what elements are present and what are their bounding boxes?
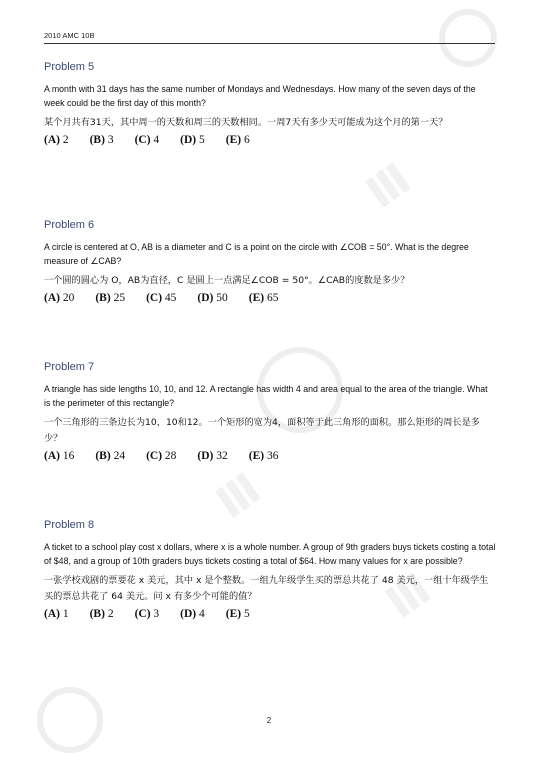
choice-e: (E) 36 — [248, 450, 279, 462]
answer-choices — [44, 292, 496, 304]
problem-text-en: A circle is centered at O, AB is a diameter and C is a point on the circle with ∠COB = 50°. What is the degree measure of ∠CAB? — [44, 242, 469, 266]
choice-b: (B) 25 — [95, 292, 126, 304]
choice-e: (E) 5 — [225, 608, 250, 620]
choice-d: (D) 32 — [197, 450, 228, 462]
choice-a: (A) 1 — [44, 608, 69, 620]
header-divider — [44, 43, 495, 44]
choice-d: (D) 4 — [180, 608, 205, 620]
problem-title: Problem 8 — [44, 519, 95, 531]
problem-6 — [44, 219, 496, 304]
choice-d: (D) 5 — [180, 134, 205, 146]
problem-5 — [44, 61, 496, 146]
problem-text-zh: 一个圆的圆心为 O，AB为直径，C 是圆上一点满足∠COB = 50°。∠CAB的度数是多少？ — [44, 275, 410, 286]
svg-text:Ⅲ: Ⅲ — [207, 463, 271, 530]
problem-text-zh: 一个三角形的三条边长为10，10和12。一个矩形的宽为4，面积等于此三角形的面积。那么矩形的周长是多少？ — [44, 417, 480, 444]
problem-text-zh: 一张学校戏剧的票要花 x 美元，其中 x 是个整数。一组九年级学生买的票总共花了 48 美元，一组十年级学生买的票总共花了 64 美元。问 x 有多少个可能的值？ — [44, 575, 489, 602]
choice-c: (C) 45 — [146, 292, 177, 304]
choice-a: (A) 16 — [44, 450, 75, 462]
svg-text:Ⅲ: Ⅲ — [357, 153, 421, 220]
choice-d: (D) 50 — [197, 292, 228, 304]
problem-text-en: A month with 31 days has the same number of Mondays and Wednesdays. How many of the seven days of the week could be the first day of this month? — [44, 84, 476, 108]
answer-choices — [44, 134, 496, 146]
problem-title: Problem 5 — [44, 61, 95, 73]
choice-b: (B) 24 — [95, 450, 126, 462]
problem-text-zh: 某个月共有31天，其中周一的天数和周三的天数相同。一周7天有多少天可能成为这个月的第一天？ — [44, 117, 448, 128]
problem-text-en: A triangle has side lengths 10, 10, and 12. A rectangle has width 4 and area equal to the area of the triangle. What is the perimeter of this rectangle? — [44, 384, 488, 408]
answer-choices — [44, 450, 496, 462]
choice-c: (C) 3 — [134, 608, 160, 620]
choice-e: (E) 6 — [225, 134, 250, 146]
answer-choices — [44, 608, 496, 620]
header-title: 2010 AMC 10B — [44, 31, 95, 40]
page-number: 2 — [266, 716, 272, 725]
choice-e: (E) 65 — [248, 292, 279, 304]
problem-title: Problem 7 — [44, 361, 95, 373]
svg-text:Ⅲ: Ⅲ — [377, 563, 441, 630]
choice-a: (A) 2 — [44, 134, 69, 146]
problem-text-en: A ticket to a school play cost x dollars, where x is a whole number. A group of 9th graders buys tickets costing a total of $48, and a group of 10th graders buys tickets costing a total of $64. How many values for x are possible? — [44, 542, 496, 566]
choice-c: (C) 4 — [134, 134, 160, 146]
choice-b: (B) 3 — [89, 134, 114, 146]
choice-c: (C) 28 — [146, 450, 177, 462]
problem-8 — [44, 519, 496, 620]
choice-b: (B) 2 — [89, 608, 114, 620]
problem-title: Problem 6 — [44, 219, 95, 231]
problem-7 — [44, 361, 496, 462]
choice-a: (A) 20 — [44, 292, 75, 304]
